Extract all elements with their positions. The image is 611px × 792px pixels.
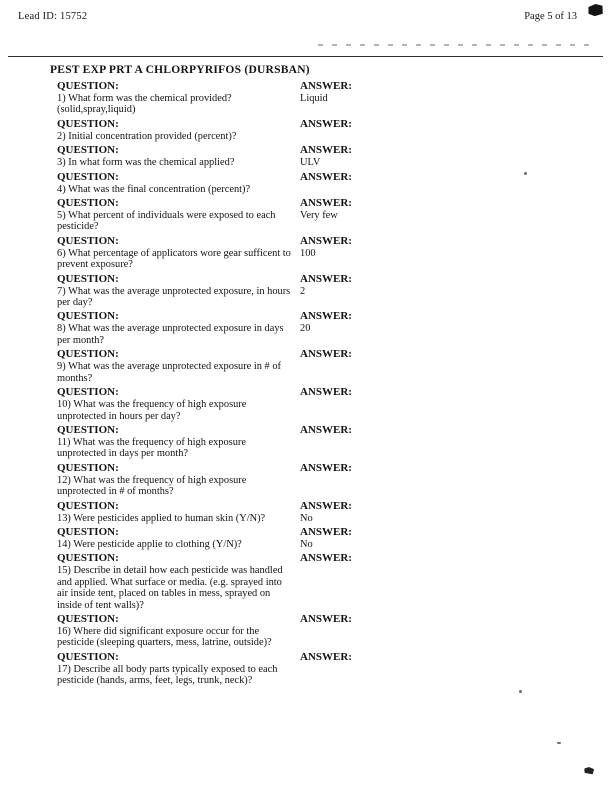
qa-block (57, 310, 575, 346)
question-label: QUESTION: (57, 499, 119, 512)
question-text: 12) What was the frequency of high exposure unprotected in # of months? (57, 474, 247, 498)
answer-label: ANSWER: (300, 310, 352, 323)
answer-value: 100 (300, 247, 316, 259)
question-text: 8) What was the average unprotected exposure in days per month? (57, 323, 284, 346)
question-label: QUESTION: (57, 234, 119, 247)
qa-block (57, 197, 575, 233)
answer-label: ANSWER: (300, 117, 352, 130)
answer-value (300, 131, 575, 142)
question-label: QUESTION: (57, 423, 119, 436)
document-title: PEST EXP PRT A CHLORPYRIFOS (DURSBAN) (50, 64, 310, 76)
question-label: QUESTION: (57, 650, 119, 663)
question-label: QUESTION: (57, 144, 119, 157)
qa-block (57, 273, 575, 309)
answer-value: Very few (300, 210, 338, 222)
qa-block (57, 651, 575, 687)
question-label: QUESTION: (57, 461, 119, 474)
question-text: 9) What was the average unprotected exposure in # of months? (57, 361, 281, 384)
qa-block (57, 500, 575, 524)
answer-label: ANSWER: (300, 461, 352, 474)
qa-block (57, 80, 575, 116)
qa-block (57, 348, 575, 384)
answer-value (300, 565, 575, 611)
question-label: QUESTION: (57, 80, 119, 92)
question-text: 15) Describe in detail how each pesticide was handled and applied. What surface or media. (e.g. sprayed into air inside tent, placed on tables in mess, sprayed on inside of tent walls)? (57, 565, 283, 611)
qa-block (57, 171, 575, 195)
question-text: 1) What form was the chemical provided?(solid,spray,liquid) (57, 93, 232, 116)
answer-label: ANSWER: (300, 612, 352, 625)
question-text: 7) What was the average unprotected exposure, in hours per day? (57, 285, 291, 309)
answer-label: ANSWER: (300, 170, 352, 183)
question-label: QUESTION: (57, 197, 119, 210)
question-label: QUESTION: (57, 310, 119, 323)
question-label: QUESTION: (57, 525, 119, 538)
question-text: 10) What was the frequency of high exposure unprotected in hours per day? (57, 399, 247, 422)
answer-label: ANSWER: (300, 423, 352, 436)
answer-value (300, 184, 575, 195)
answer-value: Liquid (300, 93, 328, 104)
answer-value: No (300, 538, 313, 550)
answer-value: ULV (300, 157, 321, 169)
qa-list (57, 80, 575, 687)
qa-block (57, 462, 575, 498)
question-label: QUESTION: (57, 612, 119, 625)
question-label: QUESTION: (57, 117, 119, 130)
answer-value: 20 (300, 323, 311, 335)
qa-block (57, 144, 575, 168)
scan-artifact-speck (519, 690, 522, 693)
qa-block (57, 526, 575, 550)
question-text: 5) What percent of individuals were exposed to each pesticide? (57, 210, 276, 233)
question-label: QUESTION: (57, 552, 119, 565)
answer-label: ANSWER: (300, 348, 352, 361)
qa-block (57, 386, 575, 422)
header-rule (8, 56, 603, 57)
answer-label: ANSWER: (300, 499, 352, 512)
question-text: 6) What percentage of applicators wore gear sufficent to prevent exposure? (57, 247, 291, 271)
answer-value (300, 664, 575, 687)
page-number-text: Page 5 of 13 (524, 11, 577, 22)
qa-block (57, 424, 575, 460)
answer-value (300, 361, 575, 384)
scan-artifact-corner-bottom-right (584, 766, 595, 774)
question-text: 2) Initial concentration provided (percent)? (57, 130, 237, 142)
question-label: QUESTION: (57, 170, 119, 183)
question-text: 17) Describe all body parts typically exposed to each pesticide (hands, arms, feet, legs, trunk, neck)? (57, 663, 278, 687)
question-text: 13) Were pesticides applied to human skin (Y/N)? (57, 512, 266, 524)
question-text: 11) What was the frequency of high exposure unprotected in days per month? (57, 436, 246, 460)
question-text: 3) In what form was the chemical applied? (57, 157, 235, 169)
answer-value (300, 475, 575, 498)
scan-artifact-corner-top-right (587, 3, 603, 17)
qa-block (57, 613, 575, 649)
answer-label: ANSWER: (300, 386, 352, 399)
question-label: QUESTION: (57, 386, 119, 399)
qa-block (57, 235, 575, 271)
answer-label: ANSWER: (300, 144, 352, 157)
lead-id-text: Lead ID: 15752 (18, 11, 88, 22)
question-label: QUESTION: (57, 348, 119, 361)
answer-label: ANSWER: (300, 525, 352, 538)
question-text: 14) Were pesticide applie to clothing (Y/N)? (57, 538, 242, 550)
answer-label: ANSWER: (300, 80, 352, 92)
answer-label: ANSWER: (300, 197, 352, 210)
qa-block (57, 118, 575, 142)
answer-label: ANSWER: (300, 234, 352, 247)
answer-label: ANSWER: (300, 650, 352, 663)
answer-label: ANSWER: (300, 552, 352, 565)
answer-label: ANSWER: (300, 272, 352, 285)
question-text: 16) Where did significant exposure occur for the pesticide (sleeping quarters, mess, latrine, outside)? (57, 625, 272, 649)
qa-block (57, 552, 575, 611)
scan-artifact-dashes (318, 44, 596, 46)
answer-value (300, 626, 575, 649)
answer-value (300, 399, 575, 422)
answer-value: No (300, 512, 313, 524)
answer-value (300, 437, 575, 460)
answer-value: 2 (300, 285, 306, 297)
document-content (50, 64, 575, 687)
question-label: QUESTION: (57, 272, 119, 285)
scan-artifact-speck (557, 742, 561, 744)
question-text: 4) What was the final concentration (percent)? (57, 183, 251, 195)
